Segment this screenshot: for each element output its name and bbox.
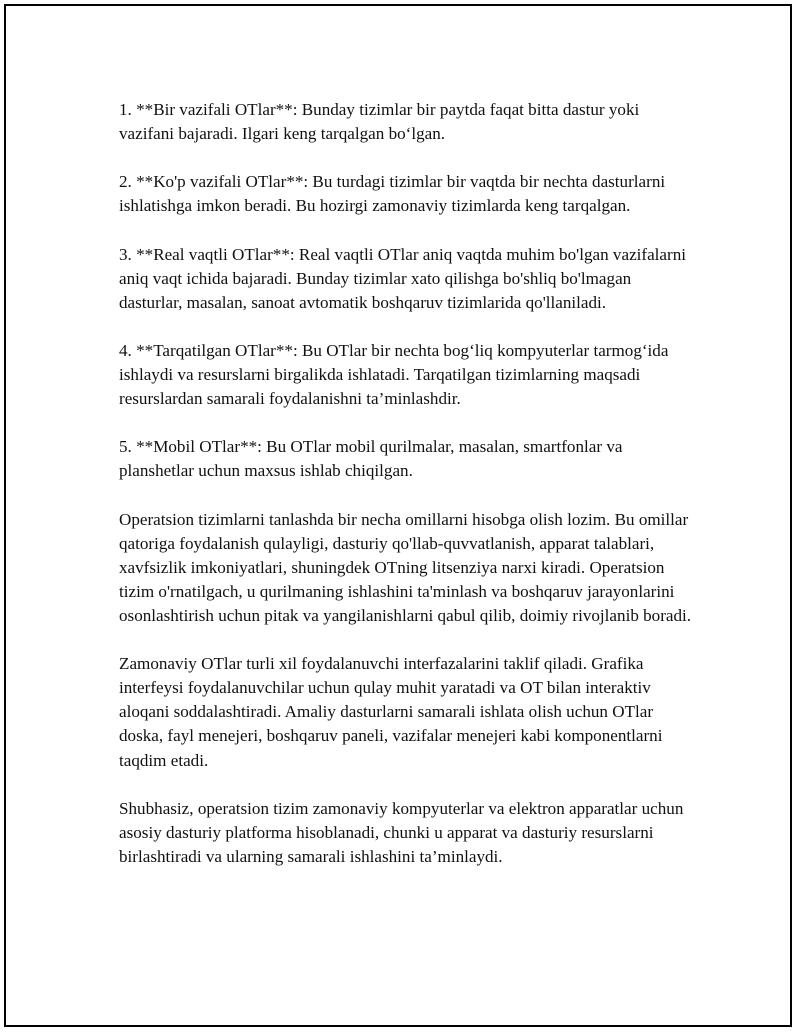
list-item-multi-task-os: 2. **Ko'p vazifali OTlar**: Bu turdagi tizimlar bir vaqtda bir nechta dasturlarni ishlatishga imkon beradi. Bu hozirgi zamonaviy tizimlarda keng tarqalgan. xyxy=(119,172,666,216)
list-item-single-task-os: 1. **Bir vazifali OTlar**: Bunday tizimlar bir paytda faqat bitta dastur yoki vazifani bajaradi. Ilgari keng tarqalgan bo‘lgan. xyxy=(119,100,640,144)
list-item-distributed-os: 4. **Tarqatilgan OTlar**: Bu OTlar bir nechta bog‘liq kompyuterlar tarmog‘ida ishlaydi va resurslarni birgalikda ishlatadi. Tarqatilgan tizimlarning maqsadi resurslardan samarali foydalanishni ta’minlashdir. xyxy=(119,340,669,409)
page-frame xyxy=(4,4,792,1027)
paragraph-modern-interfaces: Zamonaviy OTlar turli xil foydalanuvchi interfazalarini taklif qiladi. Grafika interfeysi foydalanuvchilar uchun qulay muhit yaratadi va OT bilan interaktiv aloqani soddalashtiradi. Amaliy dasturlarni samarali ishlata olish uchun OTlar doska, fayl menejeri, boshqaruv paneli, vazifalar menejeri kabi komponentlarni taqdim etadi. xyxy=(119,654,663,770)
paragraph-choosing-os: Operatsion tizimlarni tanlashda bir necha omillarni hisobga olish lozim. Bu omillar qatoriga foydalanish qulayligi, dasturiy qo'llab-quvvatlanish, apparat talablari, xavfsizlik imkoniyatlari, shuningdek OTning litsenziya narxi kiradi. Operatsion tizim o'rnatilgach, u qurilmaning ishlashini ta'minlash va boshqaruv jarayonlarini osonlashtirish uchun pitak va yangilanishlarni qabul qilib, doimiy rivojlanib boradi. xyxy=(119,509,692,625)
document-body xyxy=(119,98,697,869)
paragraph-conclusion: Shubhasiz, operatsion tizim zamonaviy kompyuterlar va elektron apparatlar uchun asosiy dasturiy platforma hisoblanadi, chunki u apparat va dasturiy resurslarni birlashtiradi va ularning samarali ishlashini ta’minlaydi. xyxy=(119,798,684,866)
list-item-real-time-os: 3. **Real vaqtli OTlar**: Real vaqtli OTlar aniq vaqtda muhim bo'lgan vazifalarni aniq vaqt ichida bajaradi. Bunday tizimlar xato qilishga bo'shliq bo'lmagan dasturlar, masalan, sanoat avtomatik boshqaruv tizimlarida qo'llaniladi. xyxy=(119,244,687,312)
list-item-mobile-os: 5. **Mobil OTlar**: Bu OTlar mobil qurilmalar, masalan, smartfonlar va planshetlar uchun maxsus ishlab chiqilgan. xyxy=(119,437,623,481)
